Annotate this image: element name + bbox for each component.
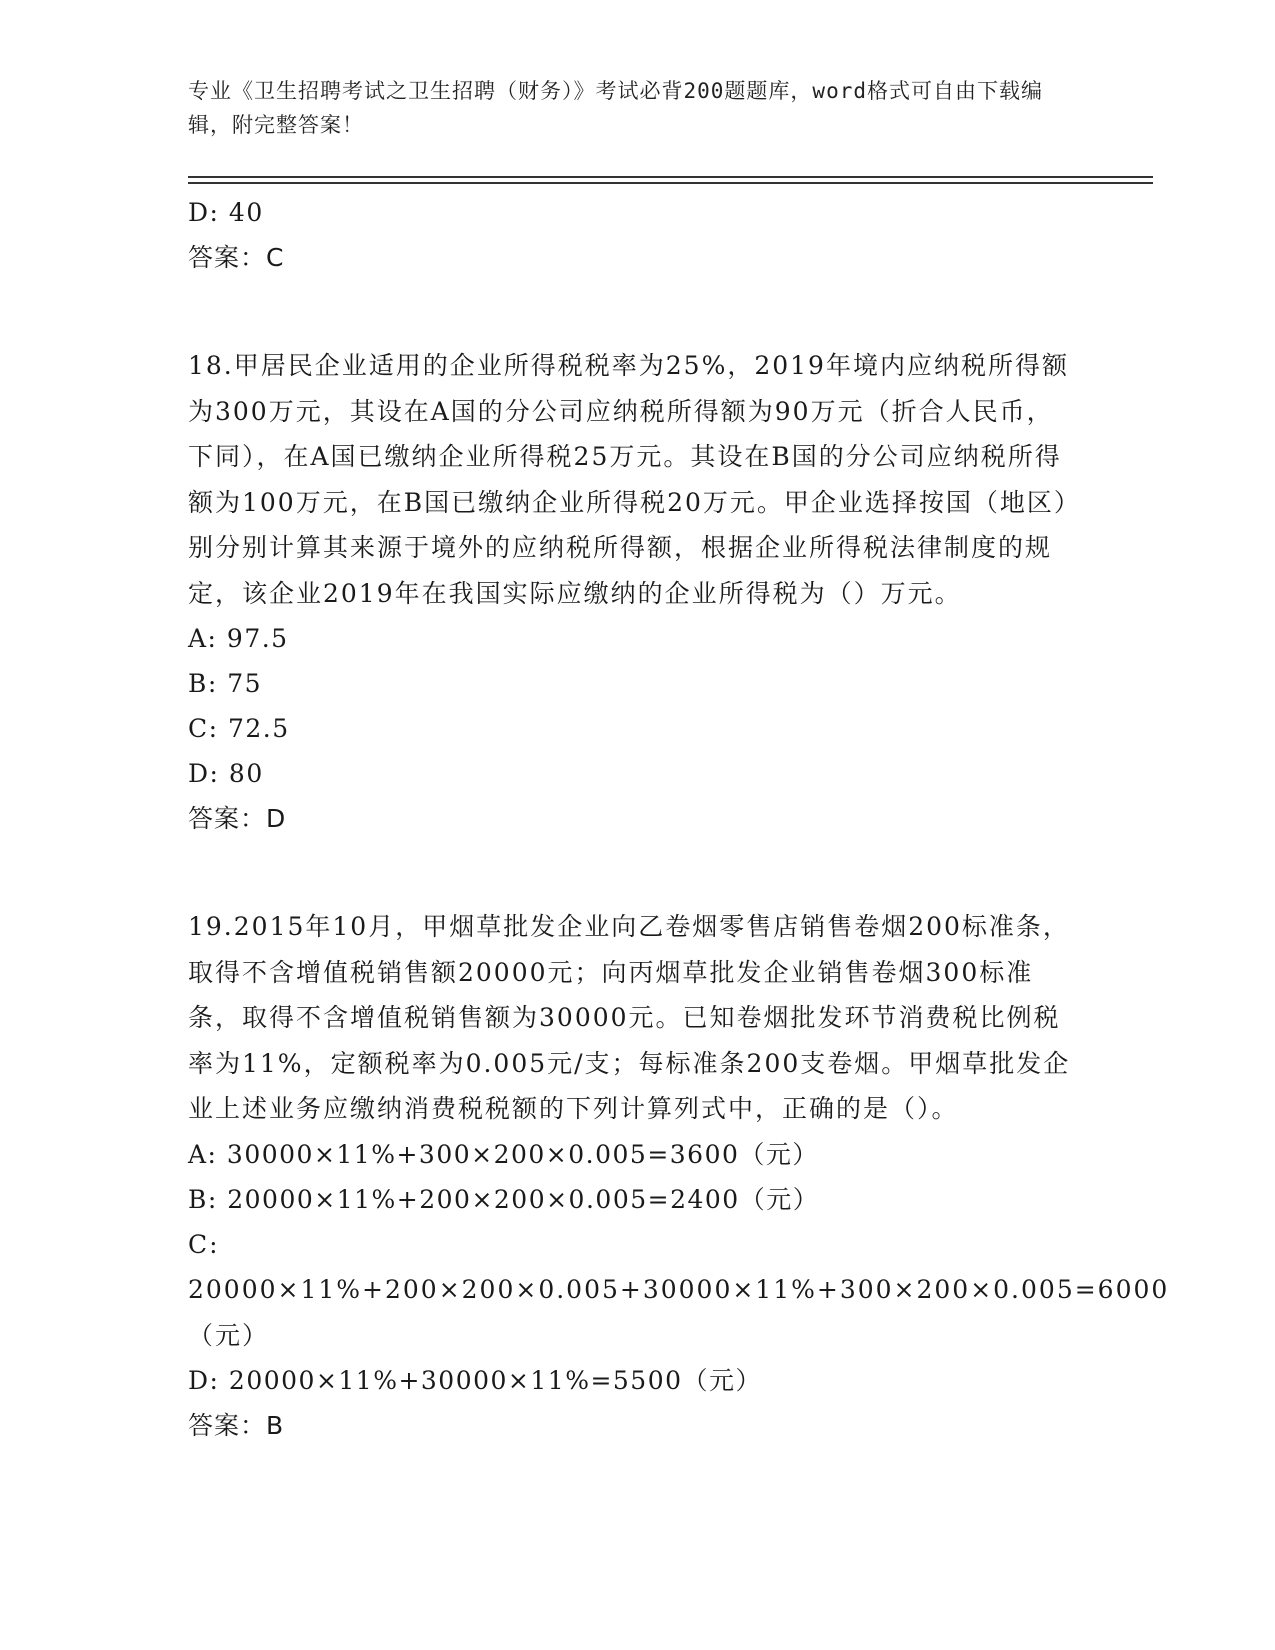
q18-option-b: B: 75 [188, 669, 263, 698]
q19-option-b: B: 20000×11%+200×200×0.005=2400（元） [188, 1184, 820, 1214]
q18-option-a: A: 97.5 [188, 624, 289, 653]
q17-option-d: D: 40 [188, 198, 264, 227]
q19-stem: 19.2015年10月，甲烟草批发企业向乙卷烟零售店销售卷烟200标准条，取得不含增值税销售额20000元；向丙烟草批发企业销售卷烟300标准条，取得不含增值税销售额为30000元。已知卷烟批发环节消费税比例税率为11%，定额税率为0.005元/支；每标准条200支卷烟。甲烟草批发企业上述业务应缴纳消费税税额的下列计算列式中，正确的是（）。 [188, 912, 1071, 1123]
spacer [188, 842, 1078, 904]
header-divider-top [188, 176, 1153, 178]
q19-answer: 答案：B [188, 1411, 285, 1440]
spacer [188, 281, 1078, 343]
q18-option-c: C: 72.5 [188, 714, 290, 743]
q18-option-d: D: 80 [188, 759, 264, 788]
q18-answer: 答案：D [188, 804, 287, 833]
document-header: 专业《卫生招聘考试之卫生招聘（财务）》考试必背200题题库，word格式可自由下载编辑，附完整答案！ [188, 79, 1043, 137]
header-divider-bottom [188, 182, 1153, 184]
q17-answer: 答案：C [188, 243, 285, 272]
q18-stem: 18.甲居民企业适用的企业所得税税率为25%，2019年境内应纳税所得额为300万元，其设在A国的分公司应纳税所得额为90万元（折合人民币，下同），在A国已缴纳企业所得税25万元。其设在B国的分公司应纳税所得额为100万元，在B国已缴纳企业所得税20万元。甲企业选择按国（地区）别分别计算其来源于境外的应纳税所得额，根据企业所得税法律制度的规定，该企业2019年在我国实际应缴纳的企业所得税为（）万元。 [188, 351, 1069, 608]
q19-option-d: D: 20000×11%+30000×11%=5500（元） [188, 1366, 763, 1395]
q19-option-c: C: 20000×11%+200×200×0.005+30000×11%+300×200×0.005=6000（元） [188, 1229, 1170, 1350]
document-body [188, 190, 1170, 1449]
q19-option-a: A: 30000×11%+300×200×0.005=3600（元） [188, 1139, 819, 1169]
